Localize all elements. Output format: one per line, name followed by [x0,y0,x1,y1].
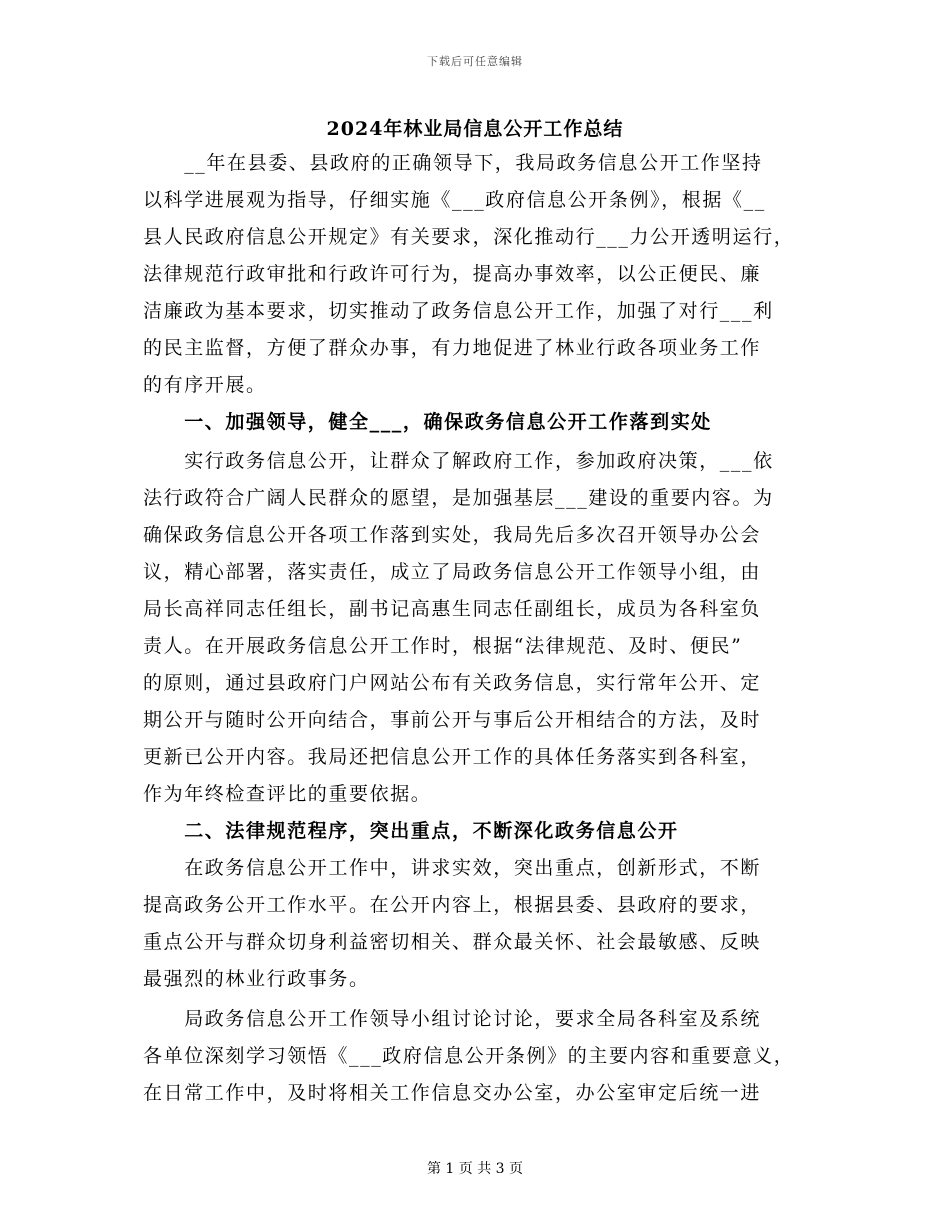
body-line: 在政务信息公开工作中，讲求实效，突出重点，创新形式，不断 [143,857,762,879]
body-line: 最强烈的林业行政事务。 [143,968,370,990]
body-line: 的原则，通过县政府门户网站公布有关政务信息，实行常年公开、定 [143,672,762,694]
body-line: 县人民政府信息公开规定》有关要求，深化推动行___力公开透明运行， [143,226,795,248]
page-number: 第 1 页 共 3 页 [426,1161,524,1177]
body-line: 局政务信息公开工作领导小组讨论讨论，要求全局各科室及系统 [143,1008,762,1030]
body-line: 各单位深刻学习领悟《___政府信息公开条例》的主要内容和重要意义， [143,1045,795,1067]
body-line: 洁廉政为基本要求，切实推动了政务信息公开工作，加强了对行___利 [143,300,774,322]
body-line: 责人。在开展政务信息公开工作时，根据“法律规范、及时、便民” [143,635,743,657]
body-line: 提高政务公开工作水平。在公开内容上，根据县委、县政府的要求， [143,894,762,916]
body-line: 作为年终检查评比的重要依据。 [143,783,432,805]
page-header-note: 下载后可任意编辑 [427,55,523,68]
body-line: 更新已公开内容。我局还把信息公开工作的具体任务落实到各科室， [143,746,762,768]
body-line: 的有序开展。 [143,374,267,396]
section-heading-1: 一、加强领导，健全___，确保政务信息公开工作落到实处 [143,411,712,433]
body-line: 局长高祥同志任组长，副书记高惠生同志任副组长，成员为各科室负 [143,598,762,620]
body-line: __年在县委、县政府的正确领导下，我局政务信息公开工作坚持 [143,152,763,174]
body-line: 以科学进展观为指导，仔细实施《___政府信息公开条例》，根据《__ [143,189,766,211]
body-line: 重点公开与群众切身利益密切相关、群众最关怀、社会最敏感、反映 [143,931,762,953]
body-line: 期公开与随时公开向结合，事前公开与事后公开相结合的方法，及时 [143,709,762,731]
document-title: 2024年林业局信息公开工作总结 [326,118,624,140]
body-line: 法律规范行政审批和行政许可行为，提高办事效率，以公正便民、廉 [143,263,762,285]
body-line: 实行政务信息公开，让群众了解政府工作，参加政府决策，___依 [143,450,774,472]
body-line: 确保政务信息公开各项工作落到实处，我局先后多次召开领导办公会 [143,524,762,546]
body-line: 在日常工作中，及时将相关工作信息交办公室，办公室审定后统一进 [143,1082,762,1104]
body-line: 议，精心部署，落实责任，成立了局政务信息公开工作领导小组，由 [143,561,762,583]
body-line: 法行政符合广阔人民群众的愿望，是加强基层___建设的重要内容。为 [143,487,774,509]
section-heading-2: 二、法律规范程序，突出重点，不断深化政务信息公开 [143,820,679,842]
body-line: 的民主监督，方便了群众办事，有力地促进了林业行政各项业务工作 [143,337,762,359]
